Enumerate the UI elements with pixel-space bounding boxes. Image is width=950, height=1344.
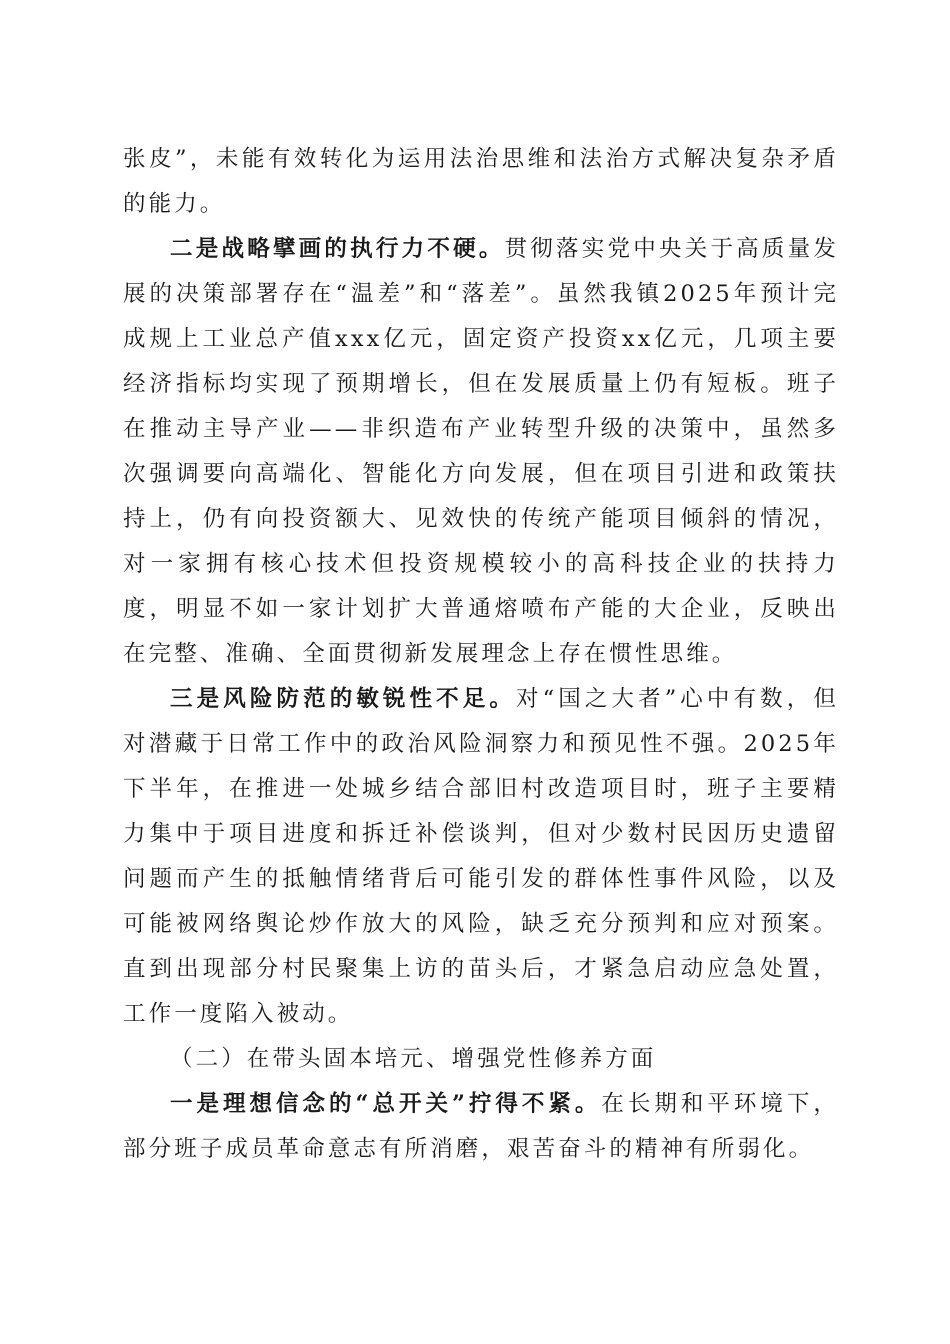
paragraph-text: 张皮”，未能有效转化为运用法治思维和法治方式解决复杂矛盾的能力。 <box>123 146 839 217</box>
paragraph-lead: 三是风险防范的敏锐性不足。 <box>170 686 516 712</box>
paragraph-strategy-execution <box>123 227 839 677</box>
paragraph-continuation <box>123 137 839 227</box>
paragraph-text: 对“国之大者”心中有数，但对潜藏于日常工作中的政治风险洞察力和预见性不强。2025年下半年，在推进一处城乡结合部旧村改造项目时，班子主要精力集中于项目进度和拆迁补偿谈判，但对少数村民因历史遗留问题而产生的抵触情绪背后可能引发的群体性事件风险，以及可能被网络舆论炒作放大的风险，缺乏充分预判和应对预案。直到出现部分村民聚集上访的苗头后，才紧急启动应急处置，工作一度陷入被动。 <box>123 686 839 1027</box>
document-page <box>123 137 839 1172</box>
section-heading: （二）在带头固本培元、增强党性修养方面 <box>170 1046 657 1072</box>
paragraph-risk-prevention <box>123 677 839 1037</box>
paragraph-ideals-beliefs <box>123 1082 839 1172</box>
paragraph-lead: 二是战略擘画的执行力不硬。 <box>170 236 505 262</box>
paragraph-text: 在长期和平环境下，部分班子成员革命意志有所消磨，艰苦奋斗的精神有所弱化。 <box>123 1091 839 1162</box>
paragraph-lead: 一是理想信念的“总开关”拧得不紧。 <box>170 1091 602 1117</box>
paragraph-text: 贯彻落实党中央关于高质量发展的决策部署存在“温差”和“落差”。虽然我镇2025年预计完成规上工业总产值xxx亿元，固定资产投资xx亿元，几项主要经济指标均实现了预期增长，但在发展质量上仍有短板。班子在推动主导产业——非织造布产业转型升级的决策中，虽然多次强调要向高端化、智能化方向发展，但在项目引进和政策扶持上，仍有向投资额大、见效快的传统产能项目倾斜的情况，对一家拥有核心技术但投资规模较小的高科技企业的扶持力度，明显不如一家计划扩大普通熔喷布产能的大企业，反映出在完整、准确、全面贯彻新发展理念上存在惯性思维。 <box>123 236 839 667</box>
